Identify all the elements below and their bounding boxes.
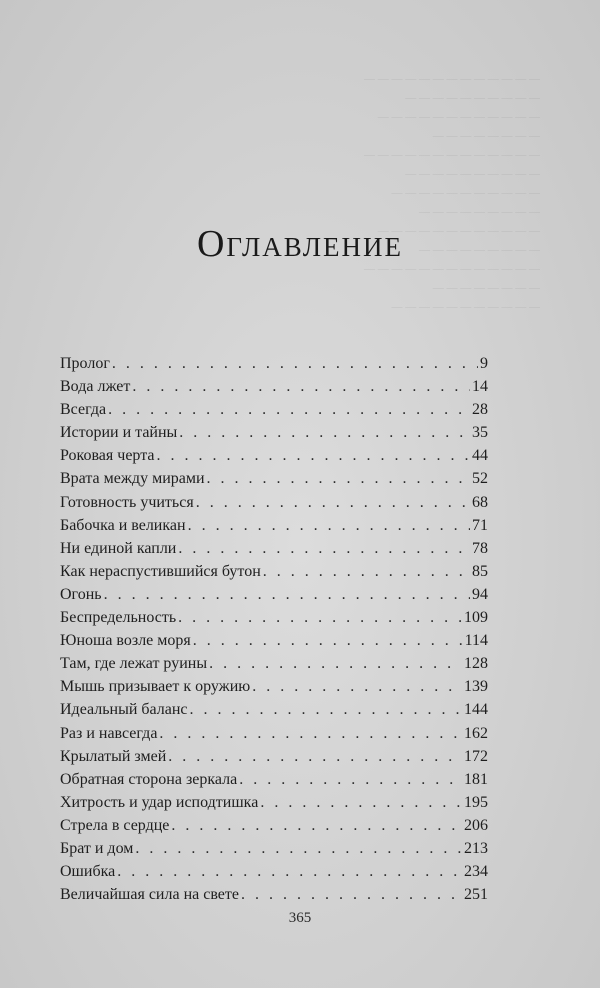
toc-entry xyxy=(60,652,488,675)
page-title: Оглавление xyxy=(196,223,404,265)
toc-entry xyxy=(60,814,488,837)
toc-entry-page: 128 xyxy=(464,655,488,673)
dot-leader xyxy=(108,398,470,421)
toc-entry-title: Юноша возле моря xyxy=(60,632,191,650)
dot-leader xyxy=(112,352,478,375)
page-number: 365 xyxy=(288,910,312,926)
table-of-contents xyxy=(60,352,488,906)
dot-leader xyxy=(263,560,470,583)
toc-entry-title: Роковая черта xyxy=(60,447,155,465)
toc-entry-title: Раз и навсегда xyxy=(60,724,158,742)
toc-entry-page: 28 xyxy=(472,401,488,419)
dot-leader xyxy=(260,791,462,814)
toc-entry-title: Ни единой капли xyxy=(60,539,177,557)
dot-leader xyxy=(179,421,470,444)
toc-entry-page: 78 xyxy=(472,539,488,557)
toc-entry-page: 52 xyxy=(472,470,488,488)
toc-entry xyxy=(60,722,488,745)
toc-entry xyxy=(60,698,488,721)
toc-entry xyxy=(60,675,488,698)
dot-leader xyxy=(159,722,462,745)
toc-entry-title: Мышь призывает к оружию xyxy=(60,678,251,696)
toc-entry-title: Пролог xyxy=(60,355,110,372)
toc-entry-page: 234 xyxy=(464,863,488,881)
toc-entry-title: Истории и тайны xyxy=(60,424,178,442)
toc-entry-title: Вода лжет xyxy=(60,378,131,396)
toc-entry-page: 206 xyxy=(464,816,488,834)
toc-entry-page: 14 xyxy=(472,378,488,396)
toc-entry-page: 85 xyxy=(472,562,488,580)
toc-entry-page: 35 xyxy=(472,424,488,442)
toc-entry-title: Величайшая сила на свете xyxy=(60,886,239,904)
dot-leader xyxy=(104,583,470,606)
dot-leader xyxy=(207,467,470,490)
toc-entry-title: Бабочка и великан xyxy=(60,516,186,534)
dot-leader xyxy=(193,629,463,652)
toc-entry xyxy=(60,629,488,652)
dot-leader xyxy=(117,860,462,883)
dot-leader xyxy=(196,491,470,514)
dot-leader xyxy=(239,768,462,791)
toc-entry xyxy=(60,514,488,537)
dot-leader xyxy=(252,675,462,698)
toc-entry xyxy=(60,352,488,375)
toc-entry-title: Готовность учиться xyxy=(60,493,194,511)
toc-entry xyxy=(60,837,488,860)
toc-entry-title: Обратная сторона зеркала xyxy=(60,770,238,788)
dot-leader xyxy=(241,883,462,906)
toc-entry xyxy=(60,791,488,814)
toc-entry xyxy=(60,745,488,768)
toc-entry xyxy=(60,467,488,490)
toc-entry xyxy=(60,606,488,629)
toc-entry-page: 68 xyxy=(472,493,488,511)
toc-entry-title: Крылатый змей xyxy=(60,747,167,765)
toc-entry-title: Стрела в сердце xyxy=(60,816,170,834)
toc-entry-page: 94 xyxy=(472,585,488,603)
toc-entry-page: 162 xyxy=(464,724,488,742)
dot-leader xyxy=(168,745,462,768)
toc-entry-title: Там, где лежат руины xyxy=(60,655,208,673)
toc-entry-page: 195 xyxy=(464,793,488,811)
toc-entry-title: Брат и дом xyxy=(60,839,134,857)
toc-entry-page: 139 xyxy=(464,678,488,696)
toc-entry xyxy=(60,583,488,606)
toc-entry xyxy=(60,860,488,883)
toc-entry-title: Всегда xyxy=(60,401,107,419)
toc-entry-page: 172 xyxy=(464,747,488,765)
dot-leader xyxy=(188,514,470,537)
dot-leader xyxy=(157,444,471,467)
toc-entry-page: 144 xyxy=(464,701,488,719)
toc-entry-title: Врата между мирами xyxy=(60,470,205,488)
toc-entry-page: 213 xyxy=(464,839,488,857)
toc-entry xyxy=(60,375,488,398)
toc-entry-page: 9 xyxy=(480,355,488,372)
toc-entry-title: Как нераспустившийся бутон xyxy=(60,562,261,580)
toc-entry-title: Идеальный баланс xyxy=(60,701,188,719)
dot-leader xyxy=(178,537,470,560)
toc-entry-title: Хитрость и удар исподтишка xyxy=(60,793,259,811)
dot-leader xyxy=(135,837,462,860)
toc-entry xyxy=(60,883,488,906)
toc-entry-title: Беспредельность xyxy=(60,609,177,627)
toc-entry-page: 181 xyxy=(464,770,488,788)
toc-entry xyxy=(60,444,488,467)
toc-entry xyxy=(60,398,488,421)
toc-entry-title: Ошибка xyxy=(60,863,116,881)
bleed-through-texture: — — — — — — — — — — — — — — — — — — — — — — — — — — — — — — — — — — — — — — — — — — — — — — — — — — — — — — — — — — — — — — — — — — — — — — — — — — — — — — — — — — — — — — — — — — — — — — — — — — — — — — — — — — — — — — — — — — — — — — — — — — — — — — — — — — — — — — — — — — — xyxy=(364,73,540,313)
toc-entry-page: 251 xyxy=(464,886,488,904)
toc-entry-page: 114 xyxy=(464,632,488,650)
toc-entry-page: 71 xyxy=(472,516,488,534)
toc-entry xyxy=(60,537,488,560)
dot-leader xyxy=(171,814,462,837)
dot-leader xyxy=(190,698,462,721)
toc-entry-page: 109 xyxy=(464,609,488,627)
toc-entry xyxy=(60,491,488,514)
toc-entry-page: 44 xyxy=(472,447,488,465)
toc-entry xyxy=(60,768,488,791)
toc-entry-title: Огонь xyxy=(60,585,102,603)
dot-leader xyxy=(178,606,462,629)
toc-entry xyxy=(60,560,488,583)
toc-entry xyxy=(60,421,488,444)
dot-leader xyxy=(132,375,470,398)
dot-leader xyxy=(209,652,462,675)
